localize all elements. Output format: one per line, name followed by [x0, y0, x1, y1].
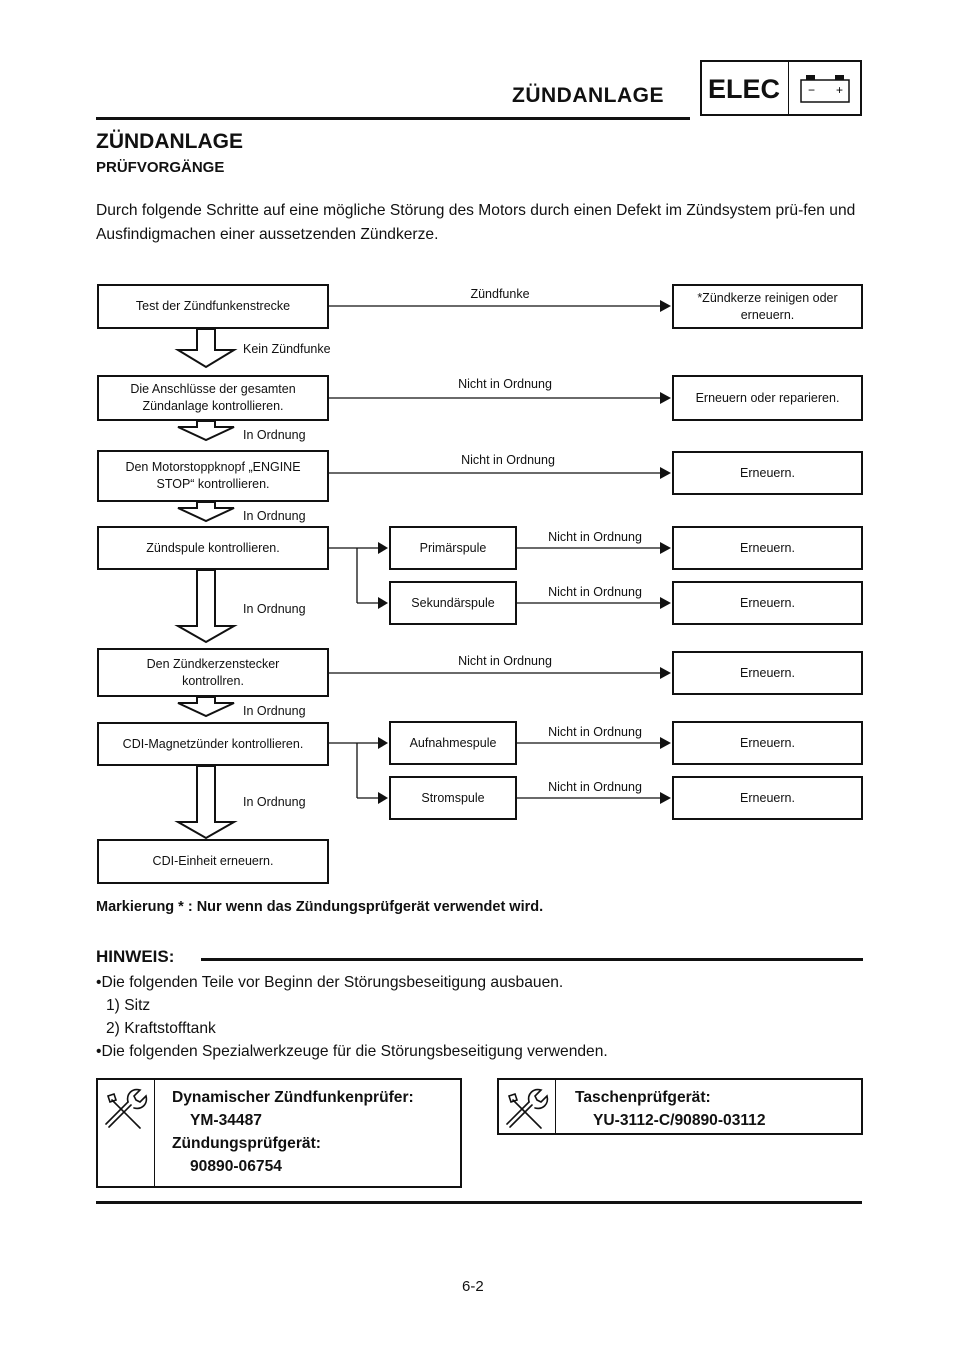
- marking-note: Markierung * : Nur wenn das Zündungsprüfgerät verwendet wird.: [96, 899, 544, 915]
- label-ok-5: In Ordnung: [243, 795, 306, 809]
- tool-box-left: [96, 1078, 462, 1188]
- label-not-ok-secondary: Nicht in Ordnung: [548, 585, 642, 599]
- page-number: 6-2: [462, 1278, 484, 1295]
- label-not-ok-plug-cap: Nicht in Ordnung: [458, 654, 552, 668]
- flow-sub-secondary-coil: Sekundärspule: [389, 581, 517, 625]
- flow-result-replace-source: Erneuern.: [672, 776, 863, 820]
- tool-name: Zündungsprüfgerät:: [172, 1135, 321, 1152]
- label-not-ok-pickup: Nicht in Ordnung: [548, 725, 642, 739]
- flow-step-check-plug-cap: Den Zündkerzenstecker kontrollren.: [97, 648, 329, 697]
- flow-result-replace-secondary: Erneuern.: [672, 581, 863, 625]
- label-ok-1: In Ordnung: [243, 428, 306, 442]
- flow-result-replace-plug-cap: Erneuern.: [672, 651, 863, 695]
- tool-box-right: [497, 1078, 863, 1135]
- tool-code: YU-3112-C/90890-03112: [593, 1112, 766, 1129]
- note-line: 1) Sitz: [106, 997, 151, 1014]
- elec-badge-label: ELEC: [708, 74, 781, 104]
- wrench-screwdriver-icon: [499, 1080, 555, 1136]
- label-not-ok-connections: Nicht in Ordnung: [458, 377, 552, 391]
- label-ok-3: In Ordnung: [243, 602, 306, 616]
- label-not-ok-primary: Nicht in Ordnung: [548, 530, 642, 544]
- tool-list-left: [172, 1086, 414, 1178]
- flow-step-check-connections: Die Anschlüsse der gesamten Zündanlage kontrollieren.: [97, 375, 329, 421]
- flow-sub-pickup-coil: Aufnahmespule: [389, 721, 517, 765]
- flow-step-check-cdi-magneto: CDI-Magnetzünder kontrollieren.: [97, 722, 329, 766]
- tool-list-right: [575, 1086, 766, 1132]
- label-no-spark: Kein Zündfunke: [243, 342, 331, 356]
- tool-icon-cell: [499, 1080, 556, 1133]
- section-header-title: ZÜNDANLAGE: [512, 84, 664, 107]
- note-line: 2) Kraftstofftank: [106, 1020, 216, 1037]
- note-line: •Die folgenden Teile vor Beginn der Störungsbeseitigung ausbauen.: [96, 974, 564, 991]
- intro-paragraph: Durch folgende Schritte auf eine mögliche Störung des Motors durch einen Defekt im Zündsystem prü-fen und Ausfindigmachen einer aussetzenden Zündkerze.: [96, 202, 856, 243]
- bottom-rule: [96, 1201, 862, 1204]
- tool-code: YM-34487: [190, 1112, 262, 1129]
- page-title: ZÜNDANLAGE: [96, 130, 243, 153]
- label-ok-2: In Ordnung: [243, 509, 306, 523]
- page-subtitle: PRÜFVORGÄNGE: [96, 159, 225, 176]
- label-not-ok-source: Nicht in Ordnung: [548, 780, 642, 794]
- flow-step-check-stop-switch: Den Motorstoppknopf „ENGINE STOP“ kontrollieren.: [97, 450, 329, 502]
- flow-result-replace-pickup: Erneuern.: [672, 721, 863, 765]
- battery-minus: −: [808, 83, 816, 97]
- note-line: •Die folgenden Spezialwerkzeuge für die Störungsbeseitigung verwenden.: [96, 1043, 608, 1060]
- flow-step-check-ignition-coil: Zündspule kontrollieren.: [97, 526, 329, 570]
- flow-sub-source-coil: Stromspule: [389, 776, 517, 820]
- hinweis-rule: [201, 958, 863, 961]
- hinweis-notes: [96, 971, 608, 1063]
- flow-step-replace-cdi: CDI-Einheit erneuern.: [97, 839, 329, 884]
- label-ok-4: In Ordnung: [243, 704, 306, 718]
- flow-result-replace-stop-switch: Erneuern.: [672, 451, 863, 495]
- battery-plus: +: [836, 83, 844, 97]
- tool-name: Dynamischer Zündfunkenprüfer:: [172, 1089, 414, 1106]
- tool-name: Taschenprüfgerät:: [575, 1089, 711, 1106]
- flow-result-repair: Erneuern oder reparieren.: [672, 375, 863, 421]
- tool-icon-cell: [98, 1080, 155, 1186]
- label-not-ok-stop-switch: Nicht in Ordnung: [461, 453, 555, 467]
- label-spark: Zündfunke: [470, 287, 530, 301]
- tool-code: 90890-06754: [190, 1158, 282, 1175]
- flow-result-clean-plug: *Zündkerze reinigen oder erneuern.: [672, 284, 863, 329]
- hinweis-title: HINWEIS:: [96, 947, 175, 966]
- flow-step-spark-test: Test der Zündfunkenstrecke: [97, 284, 329, 329]
- flow-sub-primary-coil: Primärspule: [389, 526, 517, 570]
- wrench-screwdriver-icon: [98, 1080, 154, 1136]
- flow-result-replace-primary: Erneuern.: [672, 526, 863, 570]
